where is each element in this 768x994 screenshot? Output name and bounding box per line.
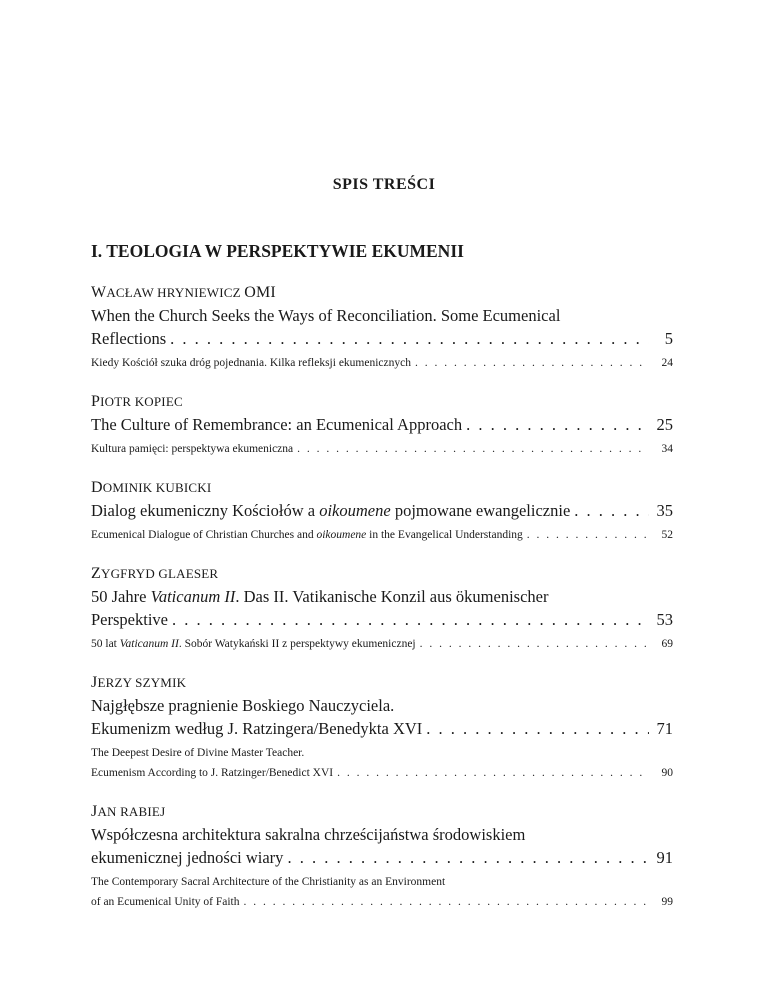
toc-entry [91,391,673,459]
toc-entry [91,801,673,912]
author-name: JERZY SZYMIK [91,674,187,691]
article-title-line[interactable]: Dialog ekumeniczny Kościołów a oikoumene pojmowane ewangelicznie . . . 35 [91,499,673,522]
page-number: 99 [661,896,673,908]
article-title-line[interactable]: Perspektive . . . 53 [91,608,673,631]
author-name: JAN RABIEJ [91,803,166,820]
dot-leader [574,499,649,522]
translated-title-line[interactable]: The Deepest Desire of Divine Master Teacher. [91,747,305,759]
page-number: 34 [661,443,673,455]
author-name: DOMINIK KUBICKI [91,479,212,496]
article-title-line[interactable]: The Culture of Remembrance: an Ecumenical Approach . . . 25 [91,413,673,436]
toc-entry [91,672,673,783]
dot-leader [527,525,647,545]
page-number: 52 [661,529,673,541]
translated-title-line[interactable]: Ecumenical Dialogue of Christian Churches and oikoumene in the Evangelical Understanding . . . 52 [91,525,673,545]
translated-title-line[interactable]: Ecumenism According to J. Ratzinger/Benedict XVI . . . 90 [91,763,673,783]
dot-leader [287,846,649,869]
article-title-line[interactable]: When the Church Seeks the Ways of Reconciliation. Some Ecumenical [91,306,561,325]
page-number: 90 [661,767,673,779]
author-suffix: OMI [244,284,276,301]
article-title-line[interactable]: Ekumenizm według J. Ratzingera/Benedykta XVI . . . 71 [91,717,673,740]
author-name: ZYGFRYD GLAESER [91,565,219,582]
toc-title: SPIS TREŚCI [332,176,436,193]
page-number: 53 [656,610,673,629]
article-title-line[interactable]: Najgłębsze pragnienie Boskiego Nauczyciela. [91,696,395,715]
dot-leader [337,763,647,783]
translated-title-line[interactable]: 50 lat Vaticanum II. Sobór Watykański II z perspektywy ekumenicznej . . . 69 [91,634,673,654]
page-number: 35 [656,501,673,520]
page-number: 71 [656,719,673,738]
article-title-line[interactable]: ekumenicznej jedności wiary . . . 91 [91,846,673,869]
dot-leader [172,608,649,631]
translated-title-line[interactable]: of an Ecumenical Unity of Faith . . . 99 [91,892,673,912]
page-number: 91 [656,848,673,867]
dot-leader [466,413,649,436]
toc-list [91,282,673,930]
part-title: I. TEOLOGIA W PERSPEKTYWIE EKUMENII [91,241,464,261]
toc-entry [91,477,673,545]
author-name: WACŁAW HRYNIEWICZ OMI [91,284,276,301]
dot-leader [420,634,647,654]
page-number: 5 [664,329,673,348]
page-number: 69 [661,638,673,650]
page-number: 24 [661,357,673,369]
article-title-line[interactable]: Współczesna architektura sakralna chrześcijaństwa środowiskiem [91,825,526,844]
author-name: PIOTR KOPIEC [91,393,183,410]
article-title-line[interactable]: 50 Jahre Vaticanum II. Das II. Vatikanische Konzil aus ökumenischer [91,587,549,606]
dot-leader [170,327,649,350]
page-number: 25 [656,415,673,434]
translated-title-line[interactable]: Kiedy Kościół szuka dróg pojednania. Kilka refleksji ekumenicznych . . . 24 [91,353,673,373]
dot-leader [297,439,647,459]
translated-title-line[interactable]: Kultura pamięci: perspektywa ekumeniczna . . . 34 [91,439,673,459]
dot-leader [244,892,647,912]
translated-title-line[interactable]: The Contemporary Sacral Architecture of the Christianity as an Environment [91,876,446,888]
toc-entry [91,563,673,654]
dot-leader [426,717,649,740]
article-title-line[interactable]: Reflections . . . 5 [91,327,673,350]
toc-entry [91,282,673,373]
dot-leader [415,353,647,373]
